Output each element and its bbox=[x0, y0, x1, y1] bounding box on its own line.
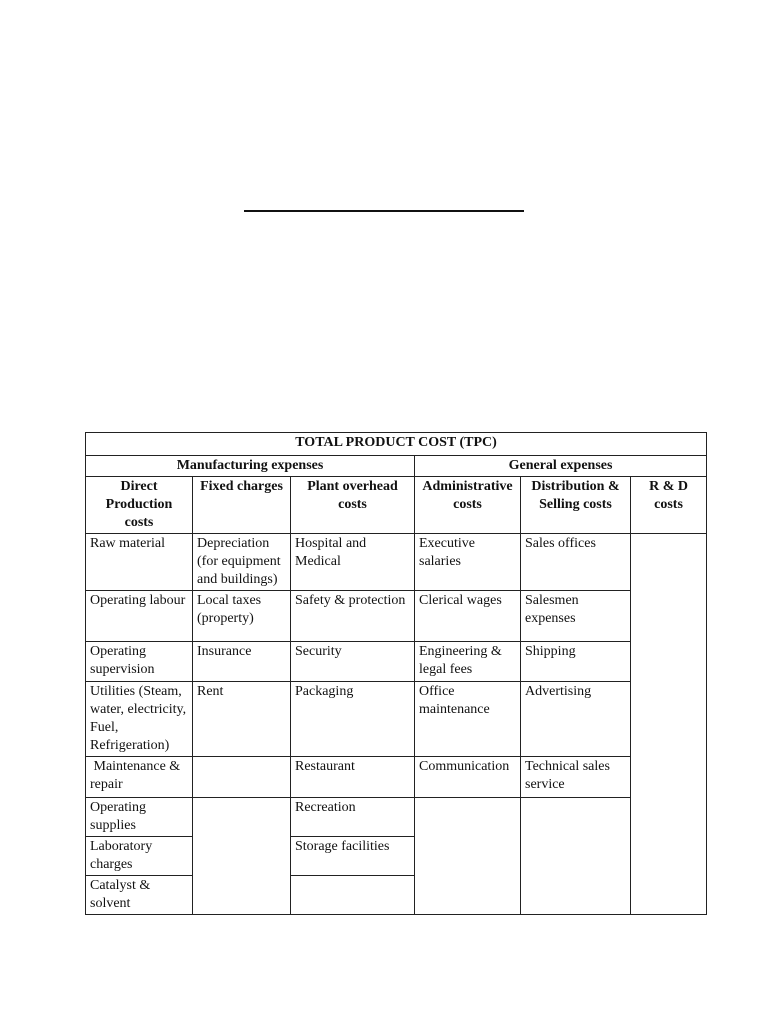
table-row bbox=[86, 682, 707, 757]
cell-overhead: Safety & protection bbox=[291, 591, 415, 642]
cell-fixed bbox=[193, 798, 291, 915]
table-row bbox=[86, 798, 707, 837]
total-product-cost-table bbox=[85, 432, 707, 915]
cell-direct: Catalyst & solvent bbox=[86, 876, 193, 915]
heading-underline bbox=[244, 210, 524, 212]
cell-direct: Maintenance & repair bbox=[86, 757, 193, 798]
cell-rnd bbox=[631, 534, 707, 915]
cell-direct: Utilities (Steam, water, electricity, Fuel, Refrigeration) bbox=[86, 682, 193, 757]
cell-distribution: Shipping bbox=[521, 642, 631, 682]
cell-distribution bbox=[521, 798, 631, 915]
cell-admin: Executive salaries bbox=[415, 534, 521, 591]
cell-direct: Laboratory charges bbox=[86, 837, 193, 876]
cell-distribution: Sales offices bbox=[521, 534, 631, 591]
cell-distribution: Advertising bbox=[521, 682, 631, 757]
cell-overhead: Security bbox=[291, 642, 415, 682]
cell-fixed: Rent bbox=[193, 682, 291, 757]
cell-overhead bbox=[291, 876, 415, 915]
table-row bbox=[86, 757, 707, 798]
cell-direct: Operating supplies bbox=[86, 798, 193, 837]
cell-distribution: Salesmen expenses bbox=[521, 591, 631, 642]
cell-admin bbox=[415, 798, 521, 915]
cell-overhead: Restaurant bbox=[291, 757, 415, 798]
cell-fixed: Depreciation (for equipment and buildings) bbox=[193, 534, 291, 591]
group-manufacturing: Manufacturing expenses bbox=[86, 456, 415, 477]
header-fixed-charges: Fixed charges bbox=[193, 477, 291, 534]
cell-direct: Raw material bbox=[86, 534, 193, 591]
cell-overhead: Recreation bbox=[291, 798, 415, 837]
cell-fixed bbox=[193, 757, 291, 798]
table-row bbox=[86, 591, 707, 642]
cell-overhead: Hospital and Medical bbox=[291, 534, 415, 591]
header-plant-overhead: Plant overhead costs bbox=[291, 477, 415, 534]
header-direct-production: Direct Production costs bbox=[86, 477, 193, 534]
cell-admin: Clerical wages bbox=[415, 591, 521, 642]
header-rnd: R & D costs bbox=[631, 477, 707, 534]
header-administrative: Administrative costs bbox=[415, 477, 521, 534]
table-title: TOTAL PRODUCT COST (TPC) bbox=[86, 433, 707, 456]
cell-admin: Engineering & legal fees bbox=[415, 642, 521, 682]
cell-distribution: Technical sales service bbox=[521, 757, 631, 798]
table-row bbox=[86, 642, 707, 682]
header-distribution-selling: Distribution & Selling costs bbox=[521, 477, 631, 534]
cell-fixed: Insurance bbox=[193, 642, 291, 682]
group-general: General expenses bbox=[415, 456, 707, 477]
cell-direct: Operating supervision bbox=[86, 642, 193, 682]
table-row bbox=[86, 534, 707, 591]
cell-admin: Communication bbox=[415, 757, 521, 798]
cell-overhead: Packaging bbox=[291, 682, 415, 757]
cell-direct: Operating labour bbox=[86, 591, 193, 642]
cell-fixed: Local taxes (property) bbox=[193, 591, 291, 642]
cell-admin: Office maintenance bbox=[415, 682, 521, 757]
cell-overhead: Storage facilities bbox=[291, 837, 415, 876]
